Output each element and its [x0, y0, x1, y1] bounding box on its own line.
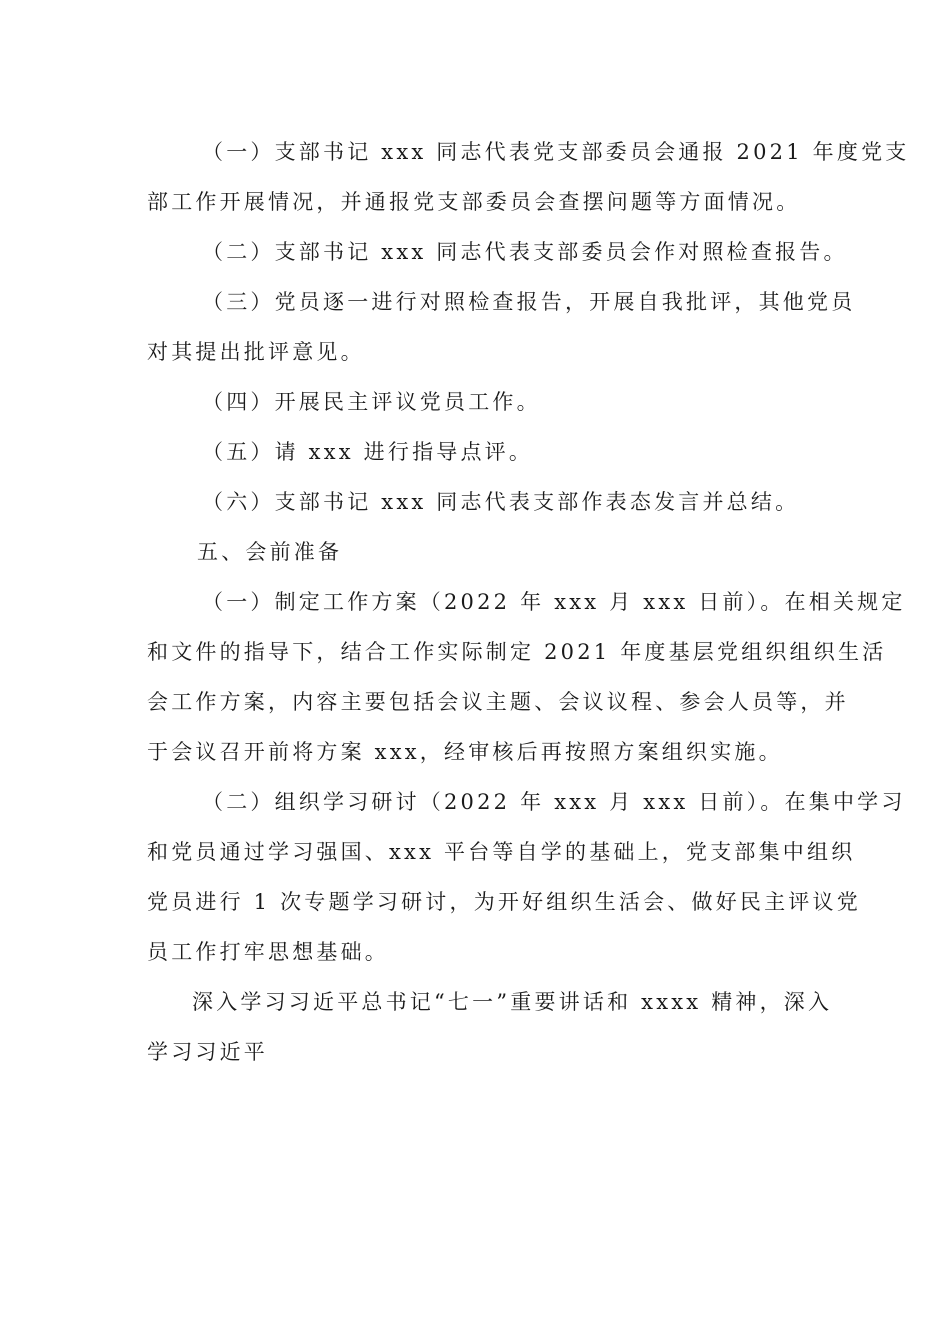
text-line-5: 对其提出批评意见。 [147, 340, 365, 364]
text-line-3: （二）支部书记 xxx 同志代表支部委员会作对照检查报告。 [202, 240, 848, 264]
text-line-7: （五）请 xxx 进行指导点评。 [202, 440, 534, 464]
section-heading: 五、会前准备 [197, 540, 343, 564]
text-line-17: 员工作打牢思想基础。 [147, 940, 389, 964]
text-line-16: 党员进行 1 次专题学习研讨，为开好组织生活会、做好民主评议党 [147, 890, 861, 914]
text-line-13: 于会议召开前将方案 xxx，经审核后再按照方案组织实施。 [147, 740, 783, 764]
text-line-1: （一）支部书记 xxx 同志代表党支部委员会通报 2021 年度党支 [202, 140, 910, 164]
text-line-6: （四）开展民主评议党员工作。 [202, 390, 541, 414]
text-line-2: 部工作开展情况，并通报党支部委员会查摆问题等方面情况。 [147, 190, 801, 214]
text-line-18: 深入学习习近平总书记“七一”重要讲话和 xxxx 精神，深入 [192, 990, 833, 1014]
text-line-10: （一）制定工作方案（2022 年 xxx 月 xxx 日前）。在相关规定 [202, 590, 906, 614]
text-line-8: （六）支部书记 xxx 同志代表支部作表态发言并总结。 [202, 490, 800, 514]
text-line-14: （二）组织学习研讨（2022 年 xxx 月 xxx 日前）。在集中学习 [202, 790, 906, 814]
text-line-15: 和党员通过学习强国、xxx 平台等自学的基础上，党支部集中组织 [147, 840, 856, 864]
text-line-11: 和文件的指导下，结合工作实际制定 2021 年度基层党组织组织生活 [147, 640, 887, 664]
text-line-12: 会工作方案，内容主要包括会议主题、会议议程、参会人员等，并 [147, 690, 849, 714]
text-line-19: 学习习近平 [147, 1040, 268, 1064]
text-line-4: （三）党员逐一进行对照检查报告，开展自我批评，其他党员 [202, 290, 856, 314]
